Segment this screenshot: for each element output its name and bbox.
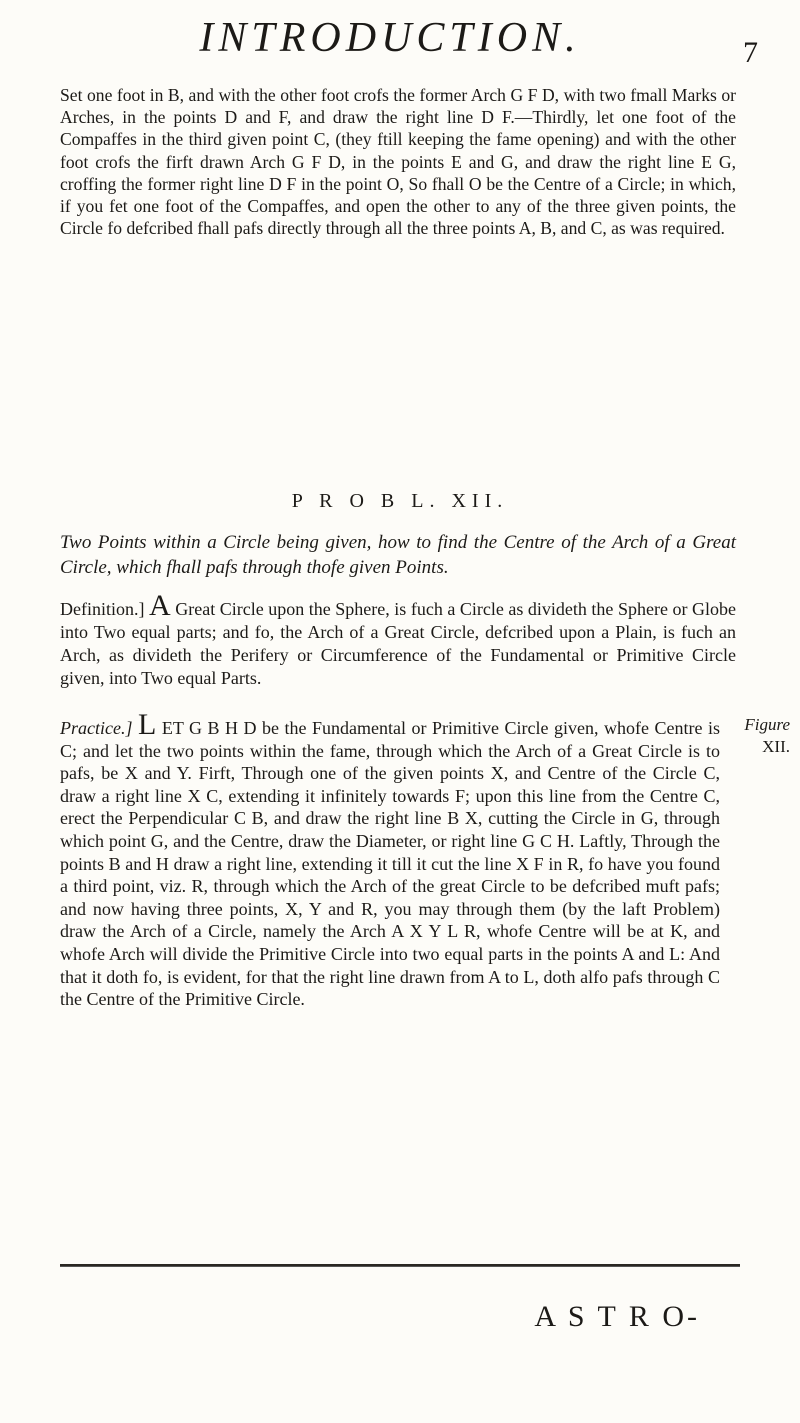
running-title: INTRODUCTION. <box>199 15 581 61</box>
problem-title: Two Points within a Circle being given, how to find the Centre of the Arch of a Great Circle, which fhall pafs through thofe given Points. <box>60 532 736 578</box>
definition-dropcap: A <box>149 589 171 622</box>
practice-label: Practice.] <box>60 718 133 738</box>
practice-text: ET G B H D be the Fundamental or Primitive Circle given, whofe Centre is C; and let the two points within the fame, through which the Arch of a Great Circle is to pafs, be X and Y. Firft, Through one of the given points X, and Centre of the Circle C, draw a right line X C, extending it infinitely towards F; upon this line from the Centre C, erect the Perpendicular C B, and draw the right line B X, cutting the Circle in G, through which point G, and the Centre, draw the Diameter, or right line G C H. Laftly, Through the points B and H draw a right line, extending it till it cut the line X F in R, fo have you found a third point, viz. R, through which the Arch of the great Circle to be defcribed muft pafs; and now having three points, X, Y and R, you may through them (by the laft Problem) draw the Arch of a Circle, namely the Arch A X Y L R, whofe Centre will be at K, and whofe Arch will divide the Primitive Circle into two equal parts in the points A and L: And that it doth fo, is evident, for that the right line drawn from A to L, doth alfo pafs through C the Centre of the Primitive Circle. <box>60 718 721 1010</box>
page-header <box>0 14 800 74</box>
paragraph-construction <box>60 84 736 239</box>
problem-heading: P R O B L. XII. <box>291 490 509 512</box>
divider-rule <box>60 1264 740 1267</box>
catchword: A S T R O- <box>534 1300 700 1333</box>
figure-marginal-note <box>726 714 790 758</box>
figure-label: Figure <box>744 715 790 734</box>
practice-paragraph <box>60 708 721 1011</box>
paragraph-text: Set one foot in B, and with the other foot crofs the former Arch G F D, with two fmall Marks or Arches, in the points D and F, and draw the right line D F.—Thirdly, let one foot of the Compaffes in the third given point C, (they ftill keeping the fame opening) and with the other foot crofs the firft drawn Arch G F D, in the points E and G, and draw the right line E G, croffing the former right line D F in the point O, So fhall O be the Centre of a Circle; in which, if you fet one foot of the Compaffes, and open the other to any of the three given points, the Circle fo defcribed fhall pafs directly through all the three points A, B, and C, as was required. <box>60 85 736 239</box>
definition-text: Great Circle upon the Sphere, is fuch a Circle as divideth the Sphere or Globe into Two equal parts; and fo, the Arch of a Great Circle, defcribed upon a Plain, is fuch an Arch, as divideth the Perifery or Circumference of the Fundamental or Primitive Circle given, into Two equal Parts. <box>60 599 736 688</box>
practice-dropcap: L <box>138 708 157 741</box>
definition-label: Definition.] <box>60 599 145 619</box>
page-number: 7 <box>743 36 758 69</box>
definition-paragraph <box>60 589 736 690</box>
figure-number: XII. <box>762 737 790 756</box>
